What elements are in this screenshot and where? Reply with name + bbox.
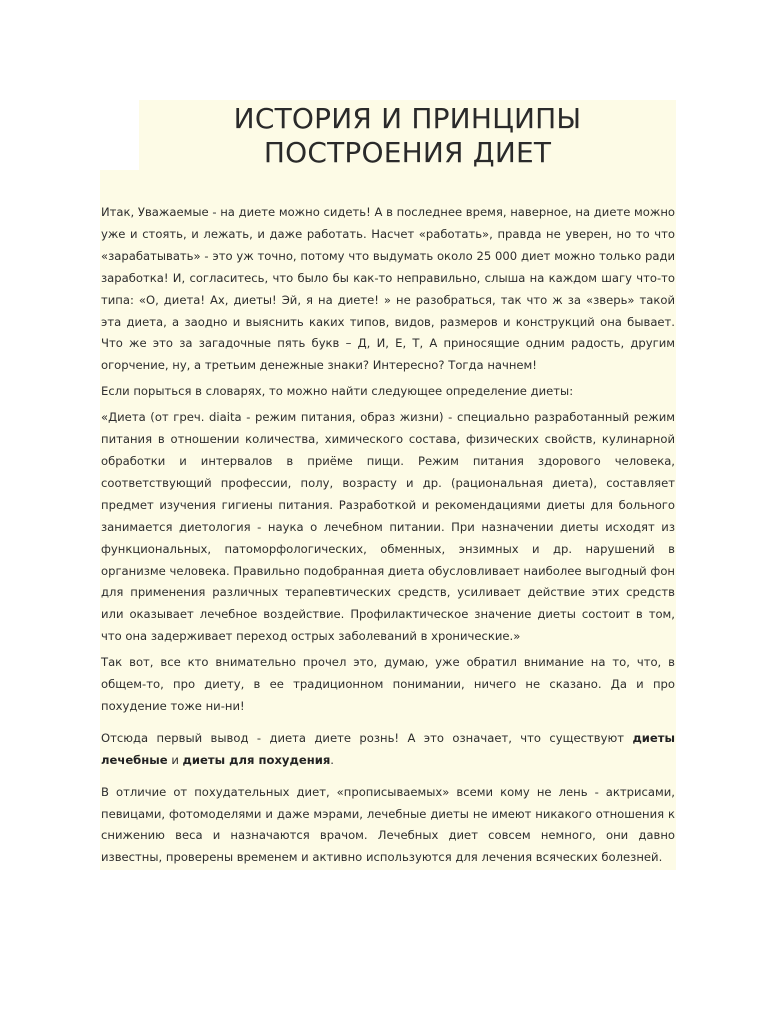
paragraph-therapeutic-diets: В отличие от похудательных диет, «прописываемых» всеми кому не лень - актрисами, певицами, фотомоделями и даже мэрами, лечебные диеты не имеют никакого отношения к снижению веса и назначаются врачом. Лечебных диет совсем немного, они давно известны, проверены временем и активно используются для лечения всяческих болезней. bbox=[101, 784, 675, 865]
bold-term-weight-loss-diets: диеты для похудения bbox=[182, 752, 331, 767]
conclusion-text-mid: и bbox=[167, 752, 183, 767]
bold-term-therapeutic-diets: диеты лечебные bbox=[101, 730, 675, 767]
paragraph-intro: Итак, Уважаемые - на диете можно сидеть! А в последнее время, наверное, на диете можно уже и стоять, и лежать, и даже работать. Насчет «работать», правда не уверен, но то что «зарабатывать» - это уж точно, потому что выдумать около 25 000 диет можно только ради заработка! И, согласитесь, что было бы как-то неправильно, слыша на каждом шагу что-то типа: «О, диета! Ах, диеты! Эй, я на диете! » не разобраться, так что ж за «зверь» такой эта диета, а заодно и выяснить каких типов, видов, размеров и конструкций она бывает. Что же это за загадочные пять букв – Д, И, Е, Т, А приносящие одним радость, другим огорчение, ну, а третьим денежные знаки? Интересно? Тогда начнем! bbox=[101, 205, 675, 373]
conclusion-text-end: . bbox=[330, 752, 334, 767]
conclusion-text-start: Отсюда первый вывод - диета диете рознь! А это означает, что существуют bbox=[101, 730, 633, 745]
paragraph-definition-lead: Если порыться в словарях, то можно найти следующее определение диеты: bbox=[101, 384, 574, 399]
title-line-2: ПОСТРОЕНИЯ ДИЕТ bbox=[263, 136, 552, 169]
paragraph-definition-quote: «Диета (от греч. diaita - режим питания, образ жизни) - специально разработанный режим питания в отношении количества, химического состава, физических свойств, кулинарной обработки и интервалов в приёме пищи. Режим питания здорового человека, соответствующий профессии, полу, возрасту и др. (рациональная диета), составляет предмет изучения гигиены питания. Разработкой и рекомендациями диеты для больного занимается диетология - наука о лечебном питании. При назначении диеты исходят из функциональных, патоморфологических, обменных, энзимных и др. нарушений в организме человека. Правильно подобранная диета обусловливает наиболее выгодный фон для применения различных терапевтических средств, усиливает действие этих средств или оказывает лечебное воздействие. Профилактическое значение диеты состоит в том, что она задерживает переход острых заболеваний в хронические.» bbox=[101, 410, 675, 644]
document-body bbox=[101, 202, 675, 875]
paragraph-observation: Так вот, все кто внимательно прочел это, думаю, уже обратил внимание на то, что, в общем-то, про диету, в ее традиционном понимании, ничего не сказано. Да и про похудение тоже ни-ни! bbox=[101, 655, 675, 713]
paragraph-conclusion bbox=[101, 728, 675, 772]
page-title bbox=[139, 100, 676, 170]
title-line-1: ИСТОРИЯ И ПРИНЦИПЫ bbox=[233, 102, 582, 135]
